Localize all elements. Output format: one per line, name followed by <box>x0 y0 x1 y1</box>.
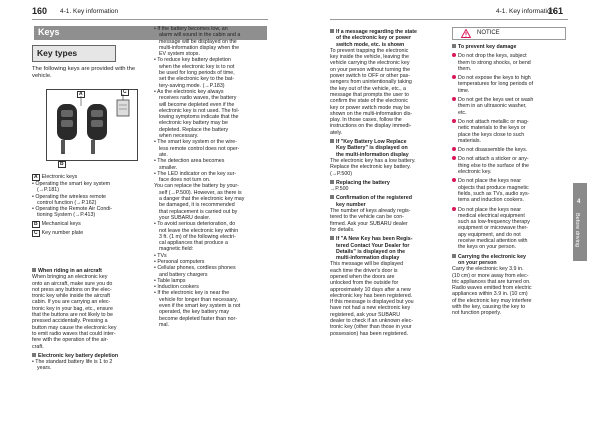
text-line: that the buttons are not likely to be <box>32 312 113 319</box>
left-header-rule <box>32 19 268 20</box>
notice-item-text: the keys on your person. <box>458 244 517 251</box>
text-line: operated, the key battery may <box>159 309 230 316</box>
text-line: key or power switch mode may be <box>330 104 411 111</box>
heading-text: Replacing the battery <box>336 179 390 186</box>
text-line: dealer to check if an unknown elec- <box>330 318 414 325</box>
subsection-title-box <box>32 45 116 62</box>
text-line: become depleted faster than nor- <box>159 315 238 322</box>
text-line: To prevent trapping the electronic <box>330 47 409 54</box>
section-heading: Details" is displayed on the <box>336 248 406 255</box>
notice-item <box>452 197 566 203</box>
text-line: unlocked from the outside for <box>330 280 399 287</box>
text-line: be used for long periods of time, <box>159 70 235 77</box>
text-line: tronic key (other than those in your <box>330 324 412 331</box>
text-line: • The detection area becomes <box>154 158 225 165</box>
key-figure <box>46 89 138 161</box>
text-line: a danger that the electronic key may <box>159 196 245 203</box>
notice-item-text: place the keys close to such <box>458 131 525 138</box>
text-line: confirm the state of the electronic <box>330 98 409 105</box>
text-line: fere with the operation of the air- <box>32 337 109 344</box>
text-line: message that prompts the user to <box>330 91 409 98</box>
bullet-dot-icon <box>452 147 456 151</box>
section-heading: Key Battery" is displayed on <box>336 145 408 152</box>
text-line: instructions on the display immedi- <box>330 123 412 130</box>
square-bullet-icon <box>452 254 456 258</box>
notice-item-text: Do not expose the keys to high <box>458 75 531 82</box>
text-line: depleted. Replace the battery <box>159 126 229 133</box>
left-page-column-2 <box>154 26 270 328</box>
text-line: the key out of the vehicle, etc., a <box>330 85 406 92</box>
text-line: • Cellular phones, cordless phones <box>154 265 236 272</box>
text-line: your SUBARU dealer. <box>159 214 211 221</box>
text-line: The number of keys already regis- <box>330 208 411 215</box>
text-line: →P.500 <box>330 186 349 193</box>
square-bullet-icon <box>330 236 334 240</box>
text-line: be damaged, it is recommended <box>159 202 235 209</box>
notice-item <box>452 244 566 250</box>
text-line: message will be displayed on the <box>159 38 237 45</box>
notice-item <box>452 138 566 144</box>
square-bullet-icon <box>330 139 334 143</box>
heading-text: Carrying the electronic key <box>458 253 527 260</box>
text-line: EV system stops. <box>159 51 200 58</box>
square-bullet-icon <box>330 29 334 33</box>
section-heading: the multi-information display <box>336 151 409 158</box>
text-line: • Induction cookers <box>154 284 199 291</box>
text-line: • If the electronic key is near the <box>154 290 230 297</box>
left-header-title: 4-1. Key information <box>60 8 119 15</box>
text-line: (→P.500) <box>330 170 352 177</box>
notice-item-text: medical electrical equipment <box>458 212 525 219</box>
text-line: face does not turn on. <box>159 177 211 184</box>
text-line: tric appliances that are turned on. <box>452 278 531 285</box>
text-line: when the electronic key is to not <box>159 63 235 70</box>
bullet-dot-icon <box>452 207 456 211</box>
notice-item-text: Do not attach a sticker or any- <box>458 156 529 163</box>
notice-item <box>452 66 566 72</box>
section-heading: multi-information display <box>336 255 400 262</box>
list-item: control function (→P.162) <box>37 199 97 206</box>
text-line: ately. <box>330 129 343 136</box>
text-line: vehicle carrying the electronic key <box>330 60 410 67</box>
text-line: smaller. <box>159 164 178 171</box>
battery-text <box>32 359 147 372</box>
text-line: multi-information display when the <box>159 44 240 51</box>
notice-item <box>452 169 566 175</box>
aircraft-text <box>32 274 147 350</box>
key-legend <box>32 174 147 237</box>
notice-item-text: them. <box>458 65 472 72</box>
text-line: onto an aircraft, make sure you do <box>32 280 113 287</box>
text-line: Radio waves emitted from electric <box>452 285 532 292</box>
notice-item-text: them in an ultrasonic washer, <box>458 103 527 110</box>
text-line: possession) has been registered. <box>330 330 409 337</box>
text-line: • Table lamps <box>154 277 186 284</box>
section-heading: tered Contact Your Dealer for <box>336 242 410 249</box>
mechanical-key-icon <box>61 140 95 154</box>
text-line: When bringing an electronic key <box>32 274 108 281</box>
text-line: even if the smart key system is not <box>159 303 241 310</box>
notice-item-text: Do not get the keys wet or wash <box>458 97 534 104</box>
text-line: on your person without turning the <box>330 66 411 73</box>
text-line: and battery chargers <box>159 271 208 278</box>
notice-item-text: materials. <box>458 137 481 144</box>
text-line: electronic key is not used. The fol- <box>159 107 240 114</box>
square-bullet-icon <box>32 353 36 357</box>
text-line: • TVs <box>154 252 167 259</box>
notice-item <box>452 147 566 153</box>
figure-label-a: A <box>79 91 83 97</box>
text-line: key inside the vehicle, leaving the <box>330 54 409 61</box>
text-line: tered to the vehicle can be con- <box>330 214 404 221</box>
text-line: craft. <box>32 343 44 350</box>
text-line: tery-saving mode. (→P.183) <box>159 82 225 89</box>
text-line: that replacement is carried out by <box>159 208 238 215</box>
text-line: not leave the electronic key within <box>159 227 239 234</box>
text-line: button may cause the electronic key <box>32 324 117 331</box>
bullet-dot-icon <box>452 75 456 79</box>
list-item: • Operating the smart key system <box>32 181 111 187</box>
text-line: (10 cm) or more away from elec- <box>452 272 529 279</box>
right-header-title: 4-1. Key information <box>496 8 555 15</box>
text-line: appliances within 3.9 in. (10 cm) <box>452 291 528 298</box>
notice-item-text: Do not attach metallic or mag- <box>458 118 529 125</box>
text-line: set the electronic key to the bat- <box>159 76 235 83</box>
list-item: • Operating the wireless remote <box>32 193 106 200</box>
text-line: • As the electronic key always <box>154 88 224 95</box>
left-page-number: 160 <box>32 6 48 16</box>
text-line: If this message is displayed but you <box>330 299 414 306</box>
section-heading: of the electronic key or power <box>336 35 412 42</box>
right-page-number: 161 <box>548 6 564 16</box>
text-line: magnetic field: <box>159 246 194 253</box>
heading-text: If "Key Battery Low Replace <box>336 139 407 146</box>
list-item: tioning System (→P.413) <box>37 212 96 219</box>
list-item: (→P.181) <box>37 187 59 194</box>
right-page-column-1 <box>330 26 446 337</box>
heading-text: If a message regarding the state <box>336 29 417 35</box>
text-line: opened when the doors are <box>330 273 395 280</box>
text-line: for details. <box>330 226 355 233</box>
text-line: cabin. If you are carrying an elec- <box>32 299 111 306</box>
notice-item <box>452 110 566 116</box>
heading-text: To prevent key damage <box>458 44 517 50</box>
notice-body <box>452 41 566 317</box>
text-line: tronic key while inside the aircraft <box>32 293 111 300</box>
text-line: • Personal computers <box>154 258 205 265</box>
text-line: mal. <box>159 321 170 328</box>
text-line: shown on the multi-information dis- <box>330 110 413 117</box>
text-line: cal appliances that produce a <box>159 240 228 247</box>
legend-item-b: B Mechanical keys <box>34 220 81 227</box>
notice-item-text: netic materials to the keys or <box>458 125 526 132</box>
text-line: not press any buttons on the elec- <box>32 286 112 293</box>
text-line: This message will be displayed <box>330 261 404 268</box>
heading-text: If "A New Key has been Regis- <box>336 236 413 243</box>
section-heading: key number <box>336 201 366 208</box>
notice-item-text: Do not place the keys near <box>458 178 522 185</box>
text-line: with the key, causing the key to <box>452 303 526 310</box>
notice-item-text: them to strong shocks, or bend <box>458 59 531 66</box>
aircraft-title: When riding in an aircraft <box>38 268 102 274</box>
text-line: will become depleted even if the <box>159 101 235 108</box>
figure-label-c: C <box>123 89 127 95</box>
bullet-dot-icon <box>452 97 456 101</box>
notice-item-text: Do not place the keys near <box>458 206 522 213</box>
text-line: firmed. Ask your SUBARU dealer <box>330 220 408 227</box>
intro-text: The following keys are provided with the vehicle. <box>32 66 136 79</box>
text-line: 3 ft. (1 m) of the following electri- <box>159 233 236 240</box>
text-line: • The LED indicator on the key sur- <box>154 170 237 177</box>
square-bullet-icon <box>330 180 334 184</box>
notice-item-text: time. <box>458 87 470 94</box>
notice-item-text: receive medical attention with <box>458 238 528 245</box>
notice-item-text: Do not drop the keys, subject <box>458 53 527 60</box>
notice-label: NOTICE <box>477 30 500 36</box>
text-line: You can replace the battery by your- <box>154 183 239 190</box>
section-title: Keys <box>38 27 60 37</box>
key-number-plate-icon <box>117 100 129 116</box>
list-item: • Operating the Remote Air Condi- <box>32 206 113 213</box>
heading-text: Confirmation of the registered <box>336 195 412 202</box>
text-line: to emit radio waves that could inter- <box>32 330 116 337</box>
text-line: • The smart key system or the wire- <box>154 139 237 146</box>
right-header-rule <box>330 19 568 20</box>
text-line: electronic key has been registered. <box>330 292 413 299</box>
legend-item-c: C Key number plate <box>34 229 84 236</box>
notice-item-text: fields, such as TVs, audio sys- <box>458 190 530 197</box>
text-line: registered, ask your SUBARU <box>330 311 401 318</box>
text-line: not function properly. <box>452 310 502 317</box>
chapter-tab <box>573 183 587 261</box>
text-line: • To avoid serious deterioration, do <box>154 221 236 228</box>
figure-label-b: B <box>60 161 64 167</box>
text-line: receives radio waves, the battery <box>159 95 237 102</box>
text-line: • The standard battery life is 1 to 2 <box>32 359 113 366</box>
notice-item-text: Do not disassemble the keys. <box>458 147 528 154</box>
battery-title: Electronic key battery depletion <box>38 352 119 359</box>
section-heading: switch mode, etc. is shown <box>336 41 405 48</box>
electronic-key-icon <box>57 104 107 140</box>
text-line: ate. <box>159 151 168 158</box>
text-line: less remote control does not oper- <box>159 145 240 152</box>
notice-item-text: objects that produce magnetic <box>458 184 529 191</box>
text-line: approximately 10 days after a new <box>330 286 411 293</box>
text-line: play. In those cases, follow the <box>330 117 402 124</box>
notice-item-text: tems and induction cookers. <box>458 197 524 204</box>
text-line: self (→P.500). However, as there is <box>159 189 242 196</box>
section-heading: on your person <box>458 259 497 266</box>
text-line: Replace the electronic key battery. <box>330 164 411 171</box>
text-line: pressed accidentally. Pressing a <box>32 318 108 325</box>
bullet-dot-icon <box>452 178 456 182</box>
square-bullet-icon <box>32 268 36 272</box>
text-line: when necessary. <box>159 133 199 140</box>
notice-item-text: thing else to the surface of the <box>458 162 529 169</box>
chapter-tab-number: 4 <box>577 199 581 205</box>
section-heading <box>452 44 566 50</box>
notice-item-text: etc. <box>458 109 467 116</box>
key-figure-svg <box>47 90 137 160</box>
subsection-title: Key types <box>37 48 78 58</box>
text-line: of the electronic key may interfere <box>452 297 532 304</box>
text-line: lowing symptoms indicate that the <box>159 114 239 121</box>
text-line: years. <box>37 365 52 372</box>
notice-item-text: such as low-frequency therapy <box>458 219 530 226</box>
text-line: have not had a new electronic key <box>330 305 411 312</box>
square-bullet-icon <box>452 44 456 48</box>
text-line: • If the battery becomes low, an <box>154 26 228 32</box>
aircraft-section <box>32 268 147 372</box>
legend-item-a: A Electronic keys <box>34 174 78 180</box>
text-line: power switch to OFF or other pas- <box>330 73 411 80</box>
text-line: vehicle for longer than necessary, <box>159 296 238 303</box>
text-line: electronic key battery may be <box>159 120 228 127</box>
notice-header <box>452 27 566 40</box>
text-line: Carry the electronic key 3.9 in. <box>452 266 524 273</box>
notice-item-text: electronic key. <box>458 169 492 176</box>
notice-item-text: apy equipment, and do not <box>458 231 521 238</box>
text-line: alarm will sound in the cabin and a <box>159 32 241 39</box>
text-line: • To reduce key battery depletion <box>154 57 231 64</box>
text-line: The electronic key has a low battery. <box>330 157 416 164</box>
warning-triangle-icon <box>461 29 471 38</box>
text-line: each time the driver's door is <box>330 267 398 274</box>
text-line: tronic key in your bag, etc., ensure <box>32 305 113 312</box>
notice-item-text: temperatures for long periods of <box>458 81 534 88</box>
square-bullet-icon <box>330 195 334 199</box>
bullet-dot-icon <box>452 156 456 160</box>
text-line: sengers from unintentionally taking <box>330 79 412 86</box>
bullet-dot-icon <box>452 119 456 123</box>
notice-item-text: equipment or microwave ther- <box>458 225 529 232</box>
bullet-dot-icon <box>452 53 456 57</box>
chapter-tab-label: Before driving <box>574 213 580 247</box>
notice-item <box>452 88 566 94</box>
